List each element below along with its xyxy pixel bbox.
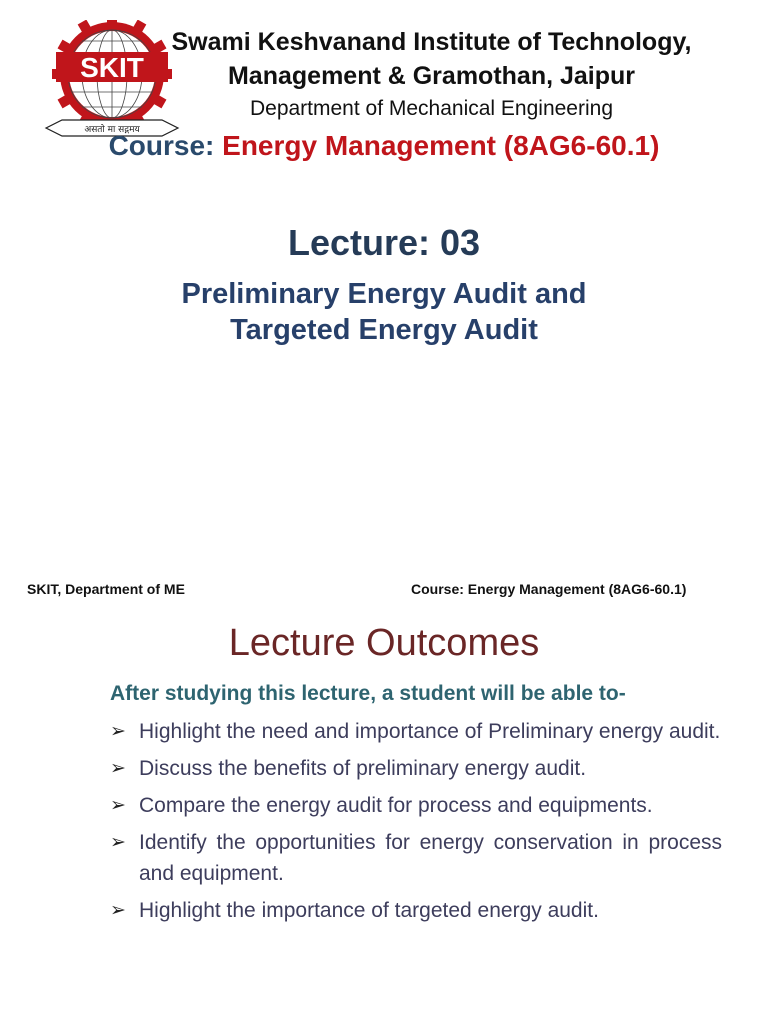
lecture-number: Lecture: 03 — [287, 222, 481, 263]
list-item-text: Compare the energy audit for process and equipments. — [139, 794, 653, 817]
list-item-text: Identify the opportunities for energy conservation in process and equipment. — [139, 831, 722, 885]
lecture-topic — [0, 276, 768, 348]
footer-right: Course: Energy Management (8AG6-60.1) — [411, 581, 687, 597]
institute-name-line1: Swami Keshvanand Institute of Technology, — [171, 28, 692, 56]
arrow-bullet-icon: ➢ — [110, 721, 126, 742]
department-name: Department of Mechanical Engineering — [249, 97, 614, 120]
course-heading — [0, 130, 768, 162]
list-item — [110, 753, 722, 784]
course-title: Energy Management (8AG6-60.1) — [222, 130, 660, 161]
list-item — [110, 895, 722, 926]
lecture-topic-line2: Targeted Energy Audit — [230, 314, 538, 346]
list-item-text: Highlight the need and importance of Preliminary energy audit. — [139, 720, 721, 743]
lecture-topic-line1: Preliminary Energy Audit and — [181, 278, 587, 310]
arrow-bullet-icon: ➢ — [110, 900, 126, 921]
list-item — [110, 827, 722, 889]
logo-motto: असतो मा सद्गमय — [84, 125, 140, 135]
arrow-bullet-icon: ➢ — [110, 832, 126, 853]
list-item — [110, 716, 722, 747]
outcomes-intro: After studying this lecture, a student will be able to- — [110, 682, 626, 705]
outcomes-title: Lecture Outcomes — [228, 622, 540, 664]
arrow-bullet-icon: ➢ — [110, 795, 126, 816]
institute-name-line2: Management & Gramothan, Jaipur — [227, 62, 636, 90]
list-item — [110, 790, 722, 821]
logo-wordmark: SKIT — [80, 52, 144, 83]
outcomes-list — [110, 716, 722, 932]
footer-left: SKIT, Department of ME — [27, 581, 185, 597]
list-item-text: Discuss the benefits of preliminary energy audit. — [139, 757, 587, 780]
arrow-bullet-icon: ➢ — [110, 758, 126, 779]
course-label: Course: — [108, 130, 223, 161]
list-item-text: Highlight the importance of targeted energy audit. — [139, 899, 599, 922]
